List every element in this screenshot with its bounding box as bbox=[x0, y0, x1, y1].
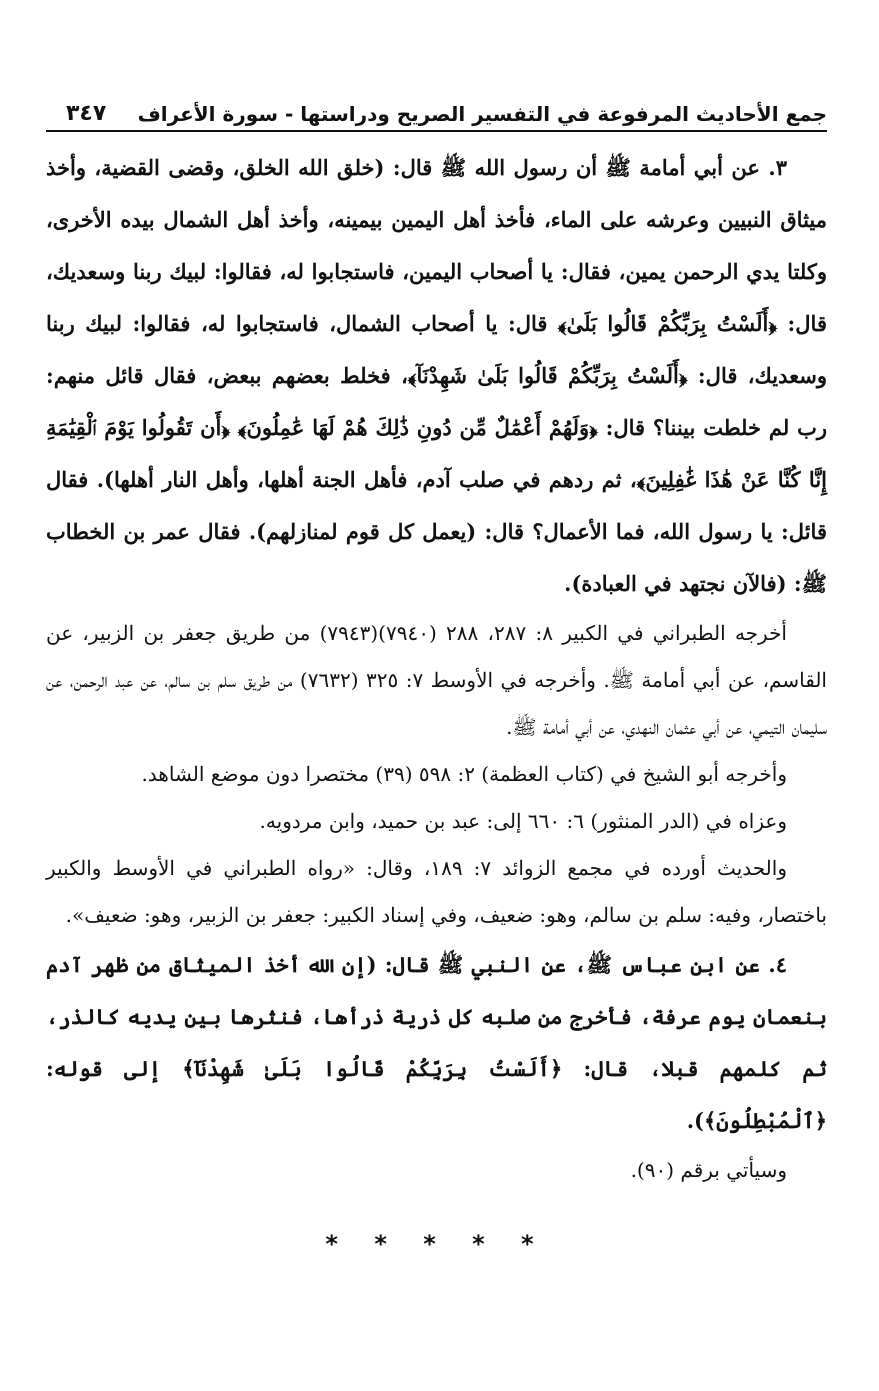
page-number: ٣٤٧ bbox=[66, 101, 107, 126]
cross-reference-paragraph: وسيأتي برقم (٩٠). bbox=[630, 1158, 787, 1182]
abu-shaykh-paragraph: وأخرجه أبو الشيخ في (كتاب العظمة) ٢: ٥٩٨ (٣٩) مختصرا دون موضع الشاهد. bbox=[141, 762, 787, 786]
running-title: جمع الأحاديث المرفوعة في التفسير الصريح ودراستها - سورة الأعراف bbox=[137, 102, 827, 126]
takhrij-paragraph: أخرجه الطبراني في الكبير ٨: ٢٨٧، ٢٨٨ (٧٩٤٠)(٧٩٤٣) من طريق جعفر بن الزبير، عن القاسم، عن أبي أمامة ﷺ. وأخرجه في الأوسط ٧: ٣٢٥ (٧٦٣٢) من طريق سلم بن سالم، عن عبد الرحمن، عن سليمان التيمي، عن أبي عثمان النهدي، عن أبي أمامة ﷺ. bbox=[46, 621, 827, 739]
page-body bbox=[46, 142, 827, 1258]
durr-manthur-paragraph: وعزاه في (الدر المنثور) ٦: ٦٦٠ إلى: عبد بن حميد، وابن مردويه. bbox=[259, 809, 787, 833]
hadith-3-paragraph: ٣. عن أبي أمامة ﷺ أن رسول الله ﷺ قال: (خلق الله الخلق، وقضى القضية، وأخذ ميثاق النبيين وعرشه على الماء، فأخذ أهل اليمين بيمينه، وأخذ أهل الشمال بيده الأخرى، وكلتا يدي الرحمن يمين، فقال: يا أصحاب اليمين، فاستجابوا له، فقالوا: لبيك ربنا وسعديك، قال: ﴿أَلَسْتُ بِرَبِّكُمْ قَالُوا بَلَىٰ﴾ قال: يا أصحاب الشمال، فاستجابوا له، فقالوا: لبيك ربنا وسعديك، قال: ﴿أَلَسْتُ بِرَبِّكُمْ قَالُوا بَلَىٰ شَهِدْنَآ﴾، فخلط بعضهم ببعض، فقال قائل منهم: رب لم خلطت بيننا؟ قال: ﴿وَلَهُمْ أَعْمَٰلٌ مِّن دُونِ ذَٰلِكَ هُمْ لَهَا عَٰمِلُونَ﴾ ﴿أَن تَقُولُوا يَوْمَ ٱلْقِيَٰمَةِ إِنَّا كُنَّا عَنْ هَٰذَا غَٰفِلِينَ﴾، ثم ردهم في صلب آدم، فأهل الجنة أهلها، وأهل النار أهلها). فقال قائل: يا رسول الله، فما الأعمال؟ قال: (يعمل كل قوم لمنازلهم). فقال عمر بن الخطاب ﷺ: (فالآن نجتهد في العبادة). bbox=[46, 155, 827, 596]
section-separator: * * * * * bbox=[325, 1230, 548, 1258]
majma-zawaid-paragraph: والحديث أورده في مجمع الزوائد ٧: ١٨٩، وقال: «رواه الطبراني في الأوسط والكبير باختصار، وفيه: سلم بن سالم، وهو: ضعيف، وفي إسناد الكبير: جعفر بن الزبير، وهو: ضعيف». bbox=[46, 856, 827, 927]
hadith-4-paragraph: ٤. عن ابن عباس ﷺ، عن النبي ﷺ قال: (إن الله أخذ الميثاق من ظهر آدم بنعمان يوم عرفة، فأخرج من صلبه كل ذرية ذرأها، فنثرها بين يديه كالذر، ثم كلمهم قبلا، قال: ﴿أَلَسْتُ بِرَبِّكُمْ قَالُوا بَلَىٰ شَهِدْنَآ﴾ إلى قوله: ﴿ٱلْمُبْطِلُونَ﴾). bbox=[46, 952, 827, 1133]
page-header bbox=[46, 96, 827, 132]
